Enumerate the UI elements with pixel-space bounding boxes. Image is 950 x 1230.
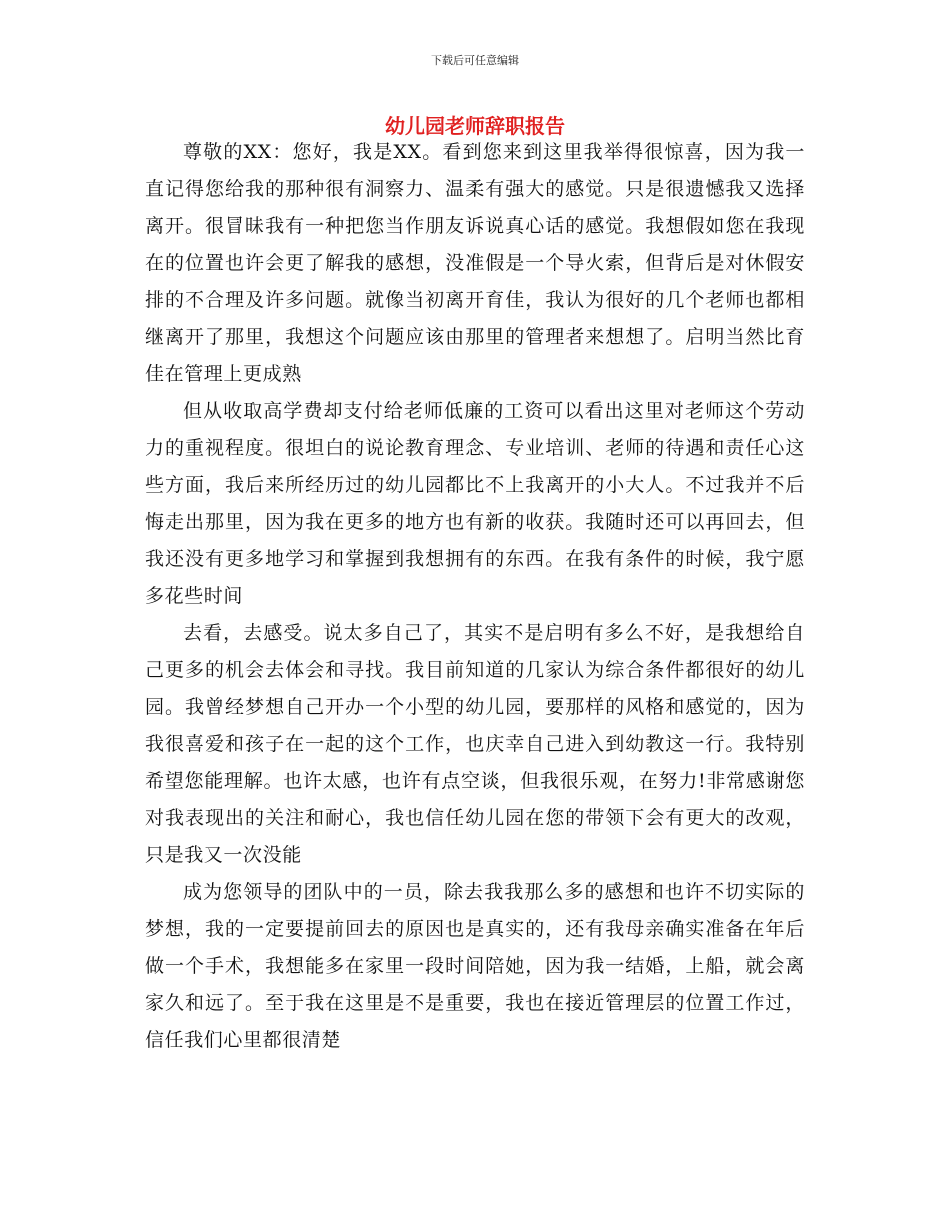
document-title: 幼儿园老师辞职报告 (385, 114, 565, 138)
paragraph: 成为您领导的团队中的一员，除去我我那么多的感想和也许不切实际的梦想，我的一定要提前回去的原因也是真实的，还有我母亲确实准备在年后做一个手术，我想能多在家里一段时间陪她，因为我一结婚，上船，就会离家久和远了。至于我在这里是不是重要，我也在接近管理层的位置工作过，信任我们心里都很清楚 (145, 881, 805, 1051)
paragraph: 但从收取高学费却支付给老师低廉的工资可以看出这里对老师这个劳动力的重视程度。很坦白的说论教育理念、专业培训、老师的待遇和责任心这些方面，我后来所经历过的幼儿园都比不上我离开的小大人。不过我并不后悔走出那里，因为我在更多的地方也有新的收获。我随时还可以再回去，但我还没有更多地学习和掌握到我想拥有的东西。在我有条件的时候，我宁愿多花些时间 (145, 400, 805, 607)
paragraph: 尊敬的XX：您好，我是XX。看到您来到这里我举得很惊喜，因为我一直记得您给我的那种很有洞察力、温柔有强大的感觉。只是很遗憾我又选择离开。很冒昧我有一种把您当作朋友诉说真心话的感觉。我想假如您在我现在的位置也许会更了解我的感想，没准假是一个导火索，但背后是对休假安排的不合理及许多问题。就像当初离开育佳，我认为很好的几个老师也都相继离开了那里，我想这个问题应该由那里的管理者来想想了。启明当然比育佳在管理上更成熟 (145, 141, 805, 385)
paragraph: 去看，去感受。说太多自己了，其实不是启明有多么不好，是我想给自己更多的机会去体会和寻找。我目前知道的几家认为综合条件都很好的幼儿园。我曾经梦想自己开办一个小型的幼儿园，要那样的风格和感觉的，因为我很喜爱和孩子在一起的这个工作，也庆幸自己进入到幼教这一行。我特别希望您能理解。也许太感，也许有点空谈，但我很乐观，在努力!非常感谢您对我表现出的关注和耐心，我也信任幼儿园在您的带领下会有更大的改观，只是我又一次没能 (145, 622, 805, 866)
header-note: 下载后可任意编辑 (431, 54, 519, 67)
document-body (145, 134, 805, 1059)
